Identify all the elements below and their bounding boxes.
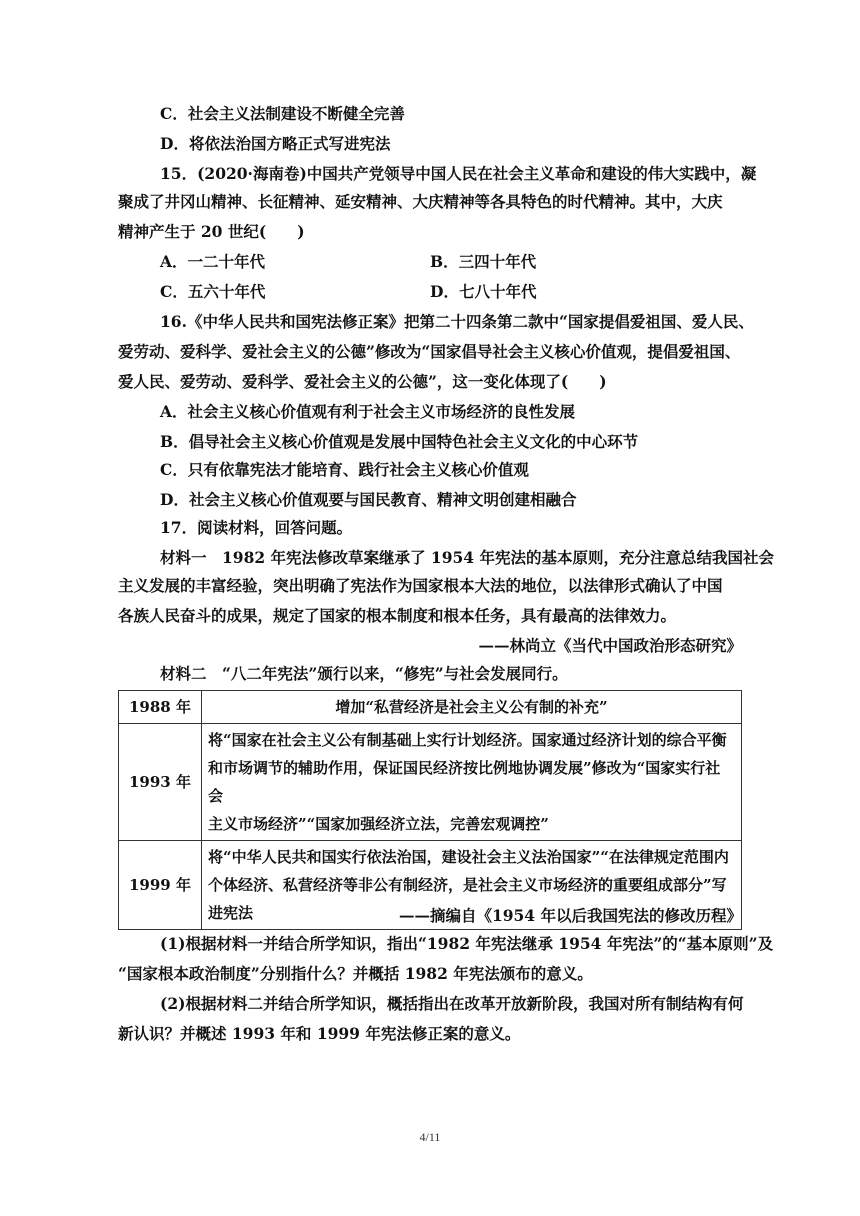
- q17-material-2-source: ——摘编自《1954 年以后我国宪法的修改历程》: [398, 906, 742, 925]
- table-cell-line: 将“国家在社会主义公有制基础上实行计划经济。国家通过经济计划的综合平衡: [208, 731, 727, 749]
- table-cell-line: 进宪法: [208, 904, 254, 922]
- q15-option-b: B．三四十年代: [430, 252, 537, 271]
- table-cell-line: 个体经济、私营经济等非公有制经济，是社会主义市场经济的重要组成部分”写: [208, 876, 727, 894]
- table-cell-content: [202, 691, 742, 724]
- q17-material-1-line-2: 主义发展的丰富经验，突出明确了宪法作为国家根本大法的地位，以法律形式确认了中国: [118, 576, 723, 595]
- q17-material-2-intro: 材料二 “八二年宪法”颁行以来，“修宪”与社会发展同行。: [160, 664, 568, 683]
- q16-stem-line-2: 爱劳动、爱科学、爱社会主义的公德”修改为“国家倡导社会主义核心价值观，提倡爱祖国、: [118, 342, 741, 361]
- q16-option-d: D．社会主义核心价值观要与国民教育、精神文明创建相融合: [160, 490, 577, 509]
- q17-stem: 17．阅读材料，回答问题。: [160, 518, 353, 537]
- q17-subquestion-1-line-2: “国家根本政治制度”分别指什么？并概括 1982 年宪法颁布的意义。: [118, 964, 593, 983]
- table-row: [119, 724, 742, 841]
- table-cell-line: 主义市场经济”“国家加强经济立法，完善宏观调控”: [208, 815, 549, 833]
- q17-material-1-line-1: 材料一 1982 年宪法修改草案继承了 1954 年宪法的基本原则，充分注意总结我国社会: [160, 548, 774, 567]
- q14-option-d: D．将依法治国方略正式写进宪法: [160, 134, 391, 153]
- q15-stem-line-3: 精神产生于 20 世纪( ): [118, 222, 305, 241]
- table-cell-year: 1999 年: [119, 841, 202, 930]
- q17-subquestion-1-line-1: (1)根据材料一并结合所学知识，指出“1982 年宪法继承 1954 年宪法”的“基本原则”及: [160, 934, 774, 953]
- q15-option-d: D．七八十年代: [430, 282, 537, 301]
- q17-subquestion-2-line-2: 新认识？并概述 1993 年和 1999 年宪法修正案的意义。: [118, 1024, 521, 1043]
- table-cell-content: [202, 724, 742, 841]
- q16-stem-line-3: 爱人民、爱劳动、爱科学、爱社会主义的公德”，这一变化体现了( ): [118, 372, 607, 391]
- table-cell-line: 增加“私营经济是社会主义公有制的补充”: [335, 698, 608, 716]
- q16-option-b: B．倡导社会主义核心价值观是发展中国特色社会主义文化的中心环节: [160, 432, 639, 451]
- q15-option-a: A．一二十年代: [160, 252, 266, 271]
- q14-option-c: C．社会主义法制建设不断健全完善: [160, 104, 405, 123]
- table-cell-line: 和市场调节的辅助作用，保证国民经济按比例地协调发展”修改为“国家实行社会: [208, 759, 721, 805]
- q16-option-a: A．社会主义核心价值观有利于社会主义市场经济的良性发展: [160, 402, 576, 421]
- table-row: [119, 691, 742, 724]
- q16-option-c: C．只有依靠宪法才能培育、践行社会主义核心价值观: [160, 460, 529, 479]
- table-cell-line: 将“中华人民共和国实行依法治国，建设社会主义法治国家”“在法律规定范围内: [208, 848, 729, 866]
- q17-material-1-line-3: 各族人民奋斗的成果，规定了国家的根本制度和根本任务，具有最高的法律效力。: [118, 606, 677, 625]
- q15-option-c: C．五六十年代: [160, 282, 266, 301]
- table-cell-year: 1988 年: [119, 691, 202, 724]
- q17-subquestion-2-line-1: (2)根据材料二并结合所学知识，概括指出在改革开放新阶段，我国对所有制结构有何: [160, 994, 744, 1013]
- table-cell-year: 1993 年: [119, 724, 202, 841]
- q15-stem-line-1: 15．(2020·海南卷)中国共产党领导中国人民在社会主义革命和建设的伟大实践中，凝: [160, 164, 757, 183]
- amendment-table: [118, 690, 742, 930]
- q15-stem-line-2: 聚成了井冈山精神、长征精神、延安精神、大庆精神等各具特色的时代精神。其中，大庆: [118, 192, 723, 211]
- page-number: 4/11: [419, 1130, 441, 1144]
- q17-material-1-source: ——林尚立《当代中国政治形态研究》: [478, 636, 742, 655]
- q16-stem-line-1: 16.《中华人民共和国宪法修正案》把第二十四条第二款中“国家提倡爱祖国、爱人民、: [160, 312, 754, 331]
